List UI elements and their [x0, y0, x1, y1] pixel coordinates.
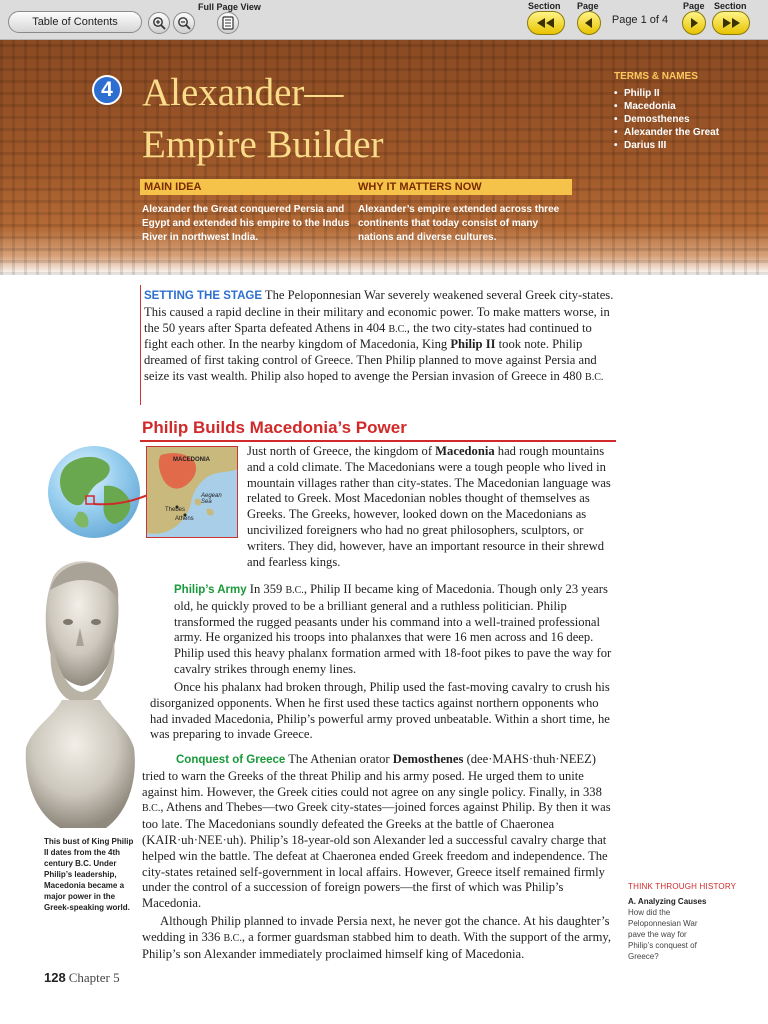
left-arrow-icon [583, 17, 595, 29]
zoom-out-icon [177, 16, 191, 30]
previous-section-button[interactable] [527, 11, 565, 35]
bust-caption: This bust of King Philip II dates from the 4th century B.C. Under Philip’s leadership, Macedonia became a major power in the Greek-speaking world. [44, 837, 134, 912]
philips-army-paragraph: Philip’s Army In 359 B.C., Philip II became king of Macedonia. Though only 23 years old, he quickly proved to be a brilliant general and a ruthless politician. Philip transformed the rugged peasants under his command into a well-trained professional army. He organized his troops into phalanxes that were 16 men across and 16 deep. Philip used this heavy phalanx formation armed with 18-foot pikes to pave the way for cavalry strikes through enemy lines. [174, 582, 612, 676]
section-heading: Philip Builds Macedonia’s Power [142, 418, 407, 437]
full-page-view-button[interactable] [217, 12, 239, 34]
page-number: 128 [44, 970, 66, 985]
philip-ii-term: Philip II [450, 337, 496, 352]
macedonia-inset-map [146, 446, 238, 538]
double-left-arrow-icon [535, 17, 557, 29]
terms-and-names-heading: TERMS & NAMES [614, 71, 698, 82]
next-section-button[interactable] [712, 11, 750, 35]
demosthenes-term: Demosthenes [392, 752, 464, 766]
assassination-paragraph: Although Philip planned to invade Persia next, he never got the chance. At his daughter’s wedding in 336 B.C., a former guardsman stabbed him to death. With the support of the army, Philip’s son Alexander immediately proclaimed himself king of Macedonia. [142, 914, 612, 961]
setting-the-stage-paragraph: SETTING THE STAGE The Peloponnesian War severely weakened several Greek city-states. This caused a rapid decline in their military and economic power. To make matters worse, in the 50 years after Sparta defeated Athens in 404 B.C., the two city-states had continued to fight each other. In the nearby kingdom of Macedonia, King Philip II took note. Philip dreamed of first taking control of Greece. Then Philip planned to move against Persia and seize its vast wealth. Philip also hoped to avenge the Persian invasion of Greece in 480 B.C. [144, 288, 614, 383]
section-title-line-1: Alexander— [142, 71, 344, 114]
zoom-in-icon [152, 16, 166, 30]
think-through-history-question: A. Analyzing Causes How did the Peloponnesian War pave the way for Philip’s conquest of Greece? [628, 897, 707, 961]
term-item[interactable]: • Darius III [614, 139, 724, 152]
section-title-line-2: Empire Builder [142, 123, 384, 166]
zoom-out-button[interactable] [173, 12, 195, 34]
viewer-toolbar [0, 0, 768, 40]
why-it-matters-heading: WHY IT MATTERS NOW [354, 179, 572, 195]
next-page-button[interactable] [682, 11, 706, 35]
chapter-label: Chapter 5 [68, 970, 120, 985]
map-label-aegean: Aegean Sea [201, 493, 222, 505]
think-through-history-heading: THINK THROUGH HISTORY [628, 882, 737, 891]
section-number-badge: 4 [92, 75, 122, 105]
section-label-left: Section [528, 1, 561, 11]
map-label-thebes: Thebes [165, 507, 186, 513]
term-item[interactable]: • Macedonia [614, 100, 724, 113]
page-view-icon [222, 16, 234, 30]
map-label-athens: Athens [175, 516, 194, 522]
terms-and-names-list [614, 87, 724, 152]
main-idea-text: Alexander the Great conquered Persia and Egypt and extended his empire to the Indus River in northwest India. [142, 204, 350, 243]
previous-page-button[interactable] [577, 11, 601, 35]
conquest-of-greece-kicker: Conquest of Greece [176, 754, 286, 766]
bust-icon [22, 550, 140, 832]
right-arrow-icon [688, 17, 700, 29]
macedonia-paragraph-part-1: Just north of Greece, the kingdom of Macedonia had rough mountains and a cold climate. The Macedonians were a tough people who lived in mountain villages rather than city-states. The Macedonian language was related to Greek. Most Macedonian nobles thought of themselves as Greeks. The Greeks, however, looked down on the Macedonians as uncivilized foreigners who had no great philosophers, sculptors, or writers. They did, however, have an important resource in their shrewd and fearless kings. [247, 444, 611, 569]
conquest-of-greece-paragraph: Conquest of Greece The Athenian orator Demosthenes (dee·MAHS·thuh·NEEZ) tried to warn the Greeks of the threat Philip and his army posed. He urged them to unite against him. However, the Greek cities could not agree on any single policy. Finally, in 338 B.C., Athens and Thebes—two Greek city-states—joined forces against Philip. By then it was too late. The Macedonians soundly defeated the Greeks at the battle of Chaeronea (KAIR·uh·NEE·uh). Philip’s 18-year-old son Alexander led a successful cavalry charge that helped win the battle. The defeat at Chaeronea ended Greek freedom and independence. The city-states retained self-government in local affairs. However, Greece itself remained firmly under the control of a succession of foreign powers—the first of which was Philip’s Macedonia. [142, 752, 611, 911]
heading-rule [140, 440, 616, 442]
page-footer [44, 970, 120, 986]
setting-the-stage-rule [140, 285, 141, 405]
double-right-arrow-icon [720, 17, 742, 29]
page-status: Page 1 of 4 [611, 14, 669, 26]
section-label-right: Section [714, 1, 747, 11]
main-idea-heading: MAIN IDEA [140, 179, 354, 195]
philips-army-kicker: Philip’s Army [174, 584, 247, 596]
page-label-left: Page [577, 1, 599, 11]
page-label-right: Page [683, 1, 705, 11]
table-of-contents-label: Table of Contents [32, 16, 118, 28]
analyzing-causes-label: A. Analyzing Causes [628, 897, 707, 906]
why-it-matters-text: Alexander’s empire extended across three continents that today consist of many nations and diverse cultures. [358, 204, 560, 243]
term-item[interactable]: • Alexander the Great [614, 126, 724, 139]
full-page-view-label: Full Page View [198, 2, 261, 12]
section-banner [0, 40, 768, 275]
term-item[interactable]: • Demosthenes [614, 113, 724, 126]
zoom-in-button[interactable] [148, 12, 170, 34]
term-item[interactable]: • Philip II [614, 87, 724, 100]
macedonia-term: Macedonia [435, 444, 495, 458]
map-label-macedonia: MACEDONIA [173, 457, 210, 463]
phalanx-paragraph: Once his phalanx had broken through, Philip used the fast-moving cavalry to crush his disorganized opponents. When he first used these tactics against northern opponents who had invaded Macedonia, Philip’s powerful army proved unbeatable. Within a short time, he was preparing to invade Greece. [150, 680, 610, 742]
setting-the-stage-kicker: SETTING THE STAGE [144, 290, 262, 302]
philip-ii-bust-image [22, 550, 140, 832]
table-of-contents-button[interactable] [8, 11, 142, 33]
